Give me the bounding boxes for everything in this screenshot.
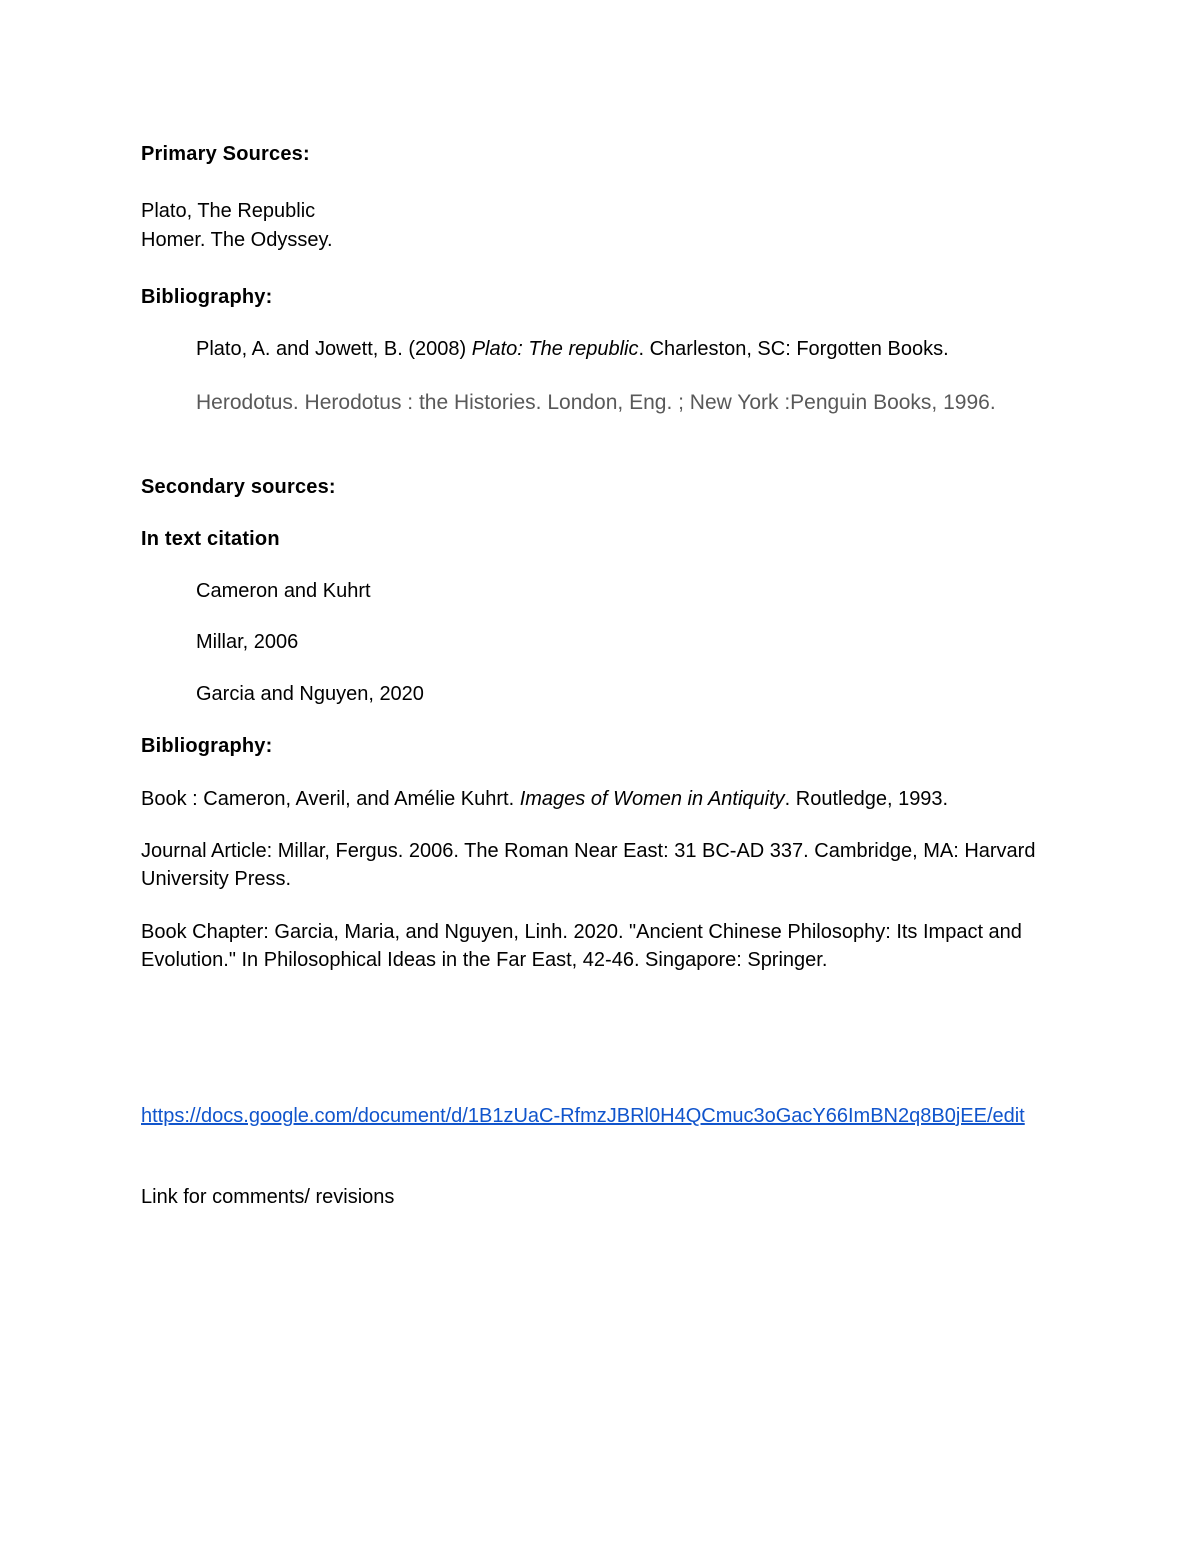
bibliography-entry-plato	[196, 335, 949, 363]
bibliography-heading-2: Bibliography:	[141, 735, 273, 757]
bibliography-entry-herodotus: Herodotus. Herodotus : the Histories. London, Eng. ; New York :Penguin Books, 1996.	[196, 391, 996, 414]
bibliography-entry-journal: Journal Article: Millar, Fergus. 2006. The Roman Near East: 31 BC-AD 337. Cambridge, MA: Harvard University Press.	[141, 840, 1036, 890]
citation-garcia: Garcia and Nguyen, 2020	[196, 683, 424, 705]
bibliography-entry-chapter: Book Chapter: Garcia, Maria, and Nguyen, Linh. 2020. "Ancient Chinese Philosophy: Its Impact and Evolution." In Philosophical Ideas in the Far East, 42-46. Singapore: Springer.	[141, 921, 1022, 971]
entry-plato-title: Plato: The republic	[471, 338, 639, 360]
entry-book-before: Book : Cameron, Averil, and Amélie Kuhrt.	[141, 788, 520, 810]
entry-plato-after: . Charleston, SC: Forgotten Books.	[638, 338, 949, 360]
citation-millar: Millar, 2006	[196, 631, 299, 653]
entry-book-title: Images of Women in Antiquity	[519, 788, 785, 810]
citation-cameron: Cameron and Kuhrt	[196, 580, 371, 602]
in-text-citation-heading: In text citation	[141, 528, 280, 550]
primary-source-plato: Plato, The Republic	[141, 200, 316, 222]
entry-plato-before: Plato, A. and Jowett, B. (2008)	[196, 338, 472, 360]
primary-sources-heading: Primary Sources:	[141, 143, 310, 165]
primary-source-homer: Homer. The Odyssey.	[141, 229, 333, 251]
bibliography-heading-1: Bibliography:	[141, 286, 273, 308]
secondary-sources-heading: Secondary sources:	[141, 476, 336, 498]
link-caption: Link for comments/ revisions	[141, 1186, 395, 1208]
bibliography-entry-book	[141, 785, 948, 813]
entry-book-after: . Routledge, 1993.	[784, 788, 949, 810]
document-link[interactable]: https://docs.google.com/document/d/1B1zUaC-RfmzJBRl0H4QCmuc3oGacY66ImBN2q8B0jEE/edit	[141, 1105, 1025, 1127]
